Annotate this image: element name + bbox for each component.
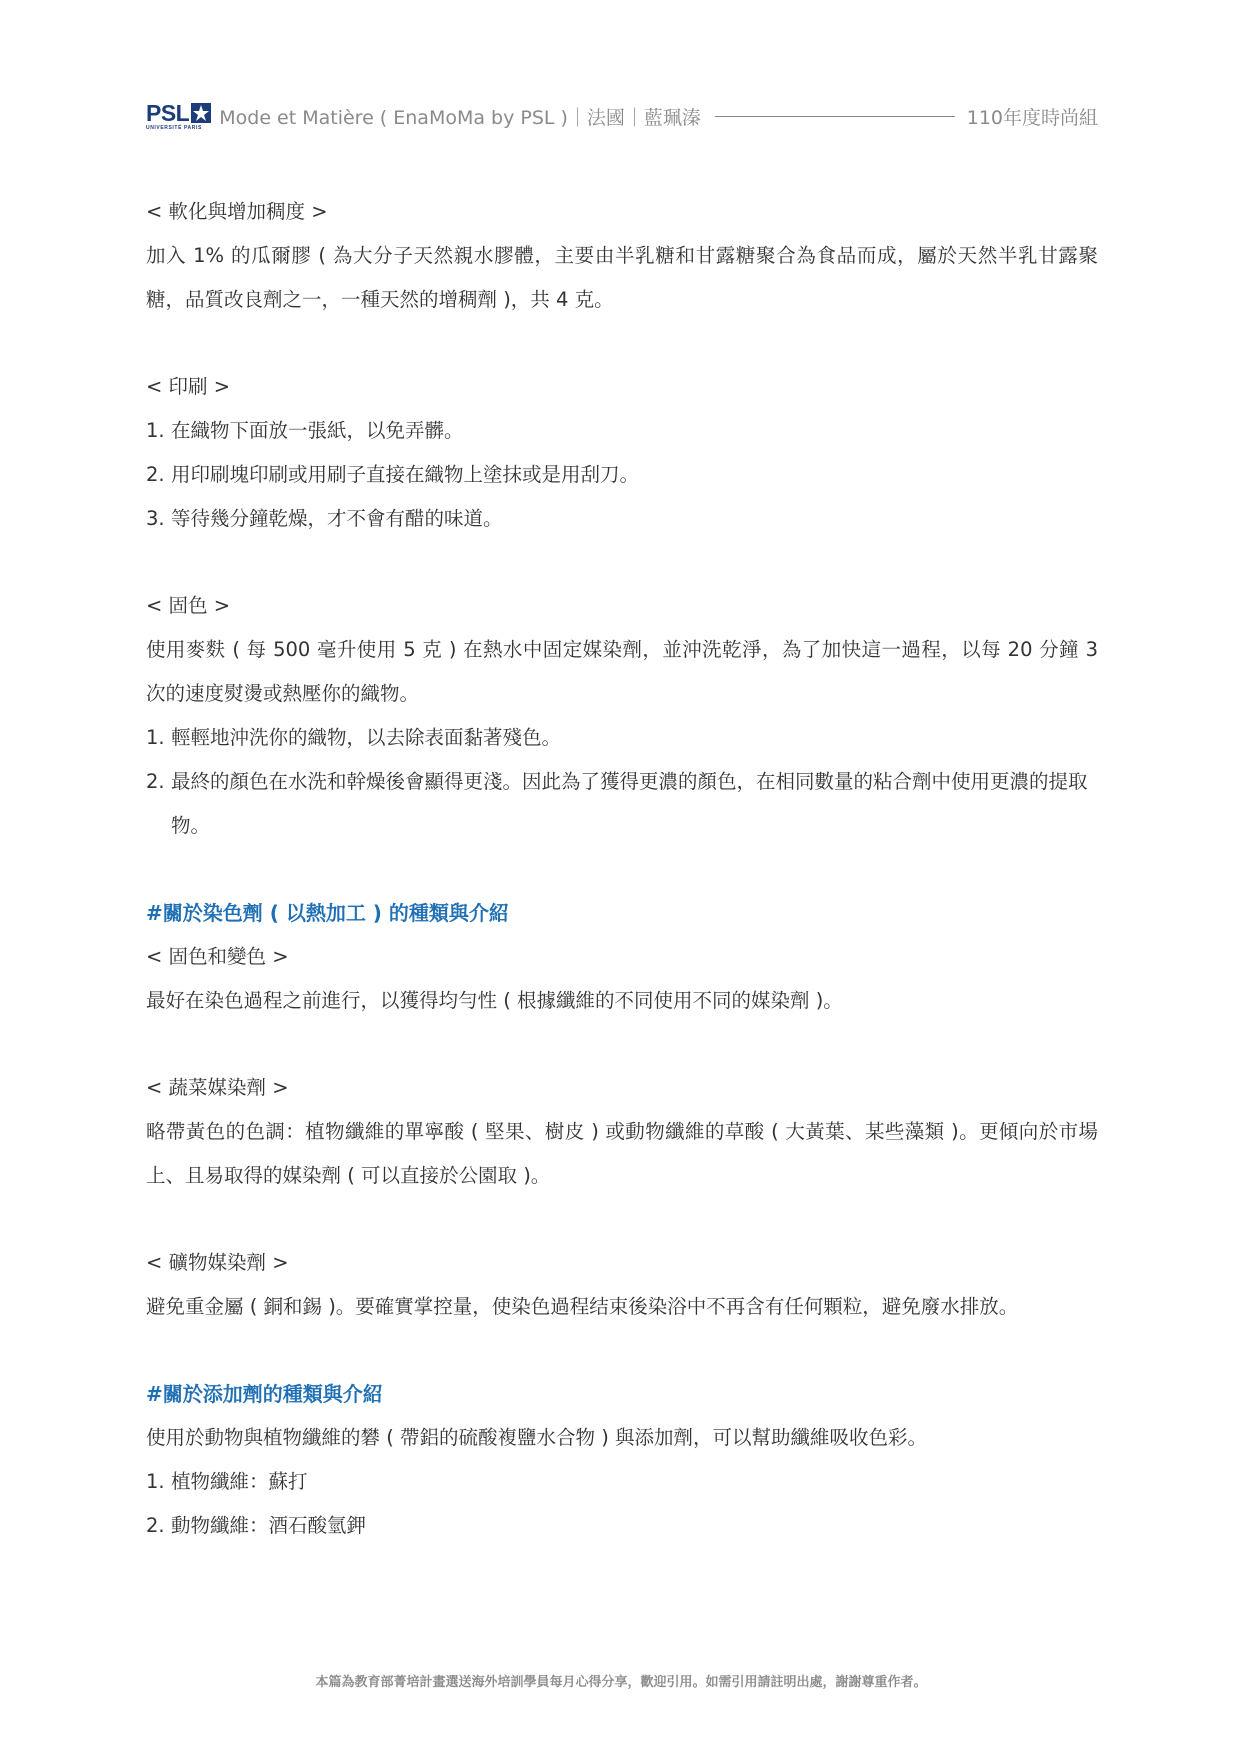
section-heading-mineral-mordant: < 礦物媒染劑 > bbox=[146, 1251, 289, 1274]
list-item: 1. 在織物下面放一張紙，以免弄髒。 bbox=[146, 419, 464, 442]
heading-dye-types: #關於染色劑 ( 以熱加工 ) 的種類與介紹 bbox=[146, 901, 509, 925]
paragraph-fixing: 使用麥麩 ( 每 500 毫升使用 5 克 ) 在熱水中固定媒染劑，並沖洗乾淨，為了加快這一過程，以每 20 分鐘 3 次的速度熨燙或熱壓你的織物。 bbox=[146, 638, 1098, 705]
section-heading-vegetable-mordant: < 蔬菜媒染劑 > bbox=[146, 1076, 289, 1099]
list-item: 2. 動物纖維：酒石酸氫鉀 bbox=[146, 1514, 367, 1537]
list-item: 3. 等待幾分鐘乾燥，才不會有醋的味道。 bbox=[146, 507, 503, 530]
logo-text: PSL bbox=[146, 99, 190, 126]
heading-additive-types: #關於添加劑的種類與介紹 bbox=[146, 1382, 383, 1406]
list-item: 1. 植物纖維：蘇打 bbox=[146, 1470, 308, 1493]
header-title: Mode et Matière ( EnaMoMa by PSL )｜法國｜藍珮溱 bbox=[219, 106, 701, 129]
page-footer: 本篇為教育部菁培計畫選送海外培訓學員每月心得分享，歡迎引用。如需引用請註明出處，謝謝尊重作者。 bbox=[315, 1675, 927, 1690]
paragraph-softening: 加入 1% 的瓜爾膠 ( 為大分子天然親水膠體，主要由半乳糖和甘露糖聚合為食品而成，屬於天然半乳甘露聚糖，品質改良劑之一，一種天然的增稠劑 )，共 4 克。 bbox=[146, 244, 1098, 311]
paragraph-mineral-mordant: 避免重金屬 ( 銅和錫 )。要確實掌控量，使染色過程结束後染浴中不再含有任何顆粒，避免廢水排放。 bbox=[146, 1295, 1019, 1318]
logo-subtext: UNIVERSITÉ PARIS bbox=[146, 124, 202, 131]
list-item: 2. 最終的顏色在水洗和幹燥後會顯得更淺。因此為了獲得更濃的顏色，在相同數量的粘合劑中使用更濃的提取物。 bbox=[146, 770, 1088, 837]
section-heading-fixing: < 固色 > bbox=[146, 594, 231, 617]
list-item: 2. 用印刷塊印刷或用刷子直接在織物上塗抹或是用刮刀。 bbox=[146, 463, 640, 486]
paragraph-vegetable-mordant: 略帶黃色的色調：植物纖維的單寧酸 ( 堅果、樹皮 ) 或動物纖維的草酸 ( 大黃葉、某些藻類 )。更傾向於市場上、且易取得的媒染劑 ( 可以直接於公園取 )。 bbox=[146, 1120, 1098, 1187]
list-item: 1. 輕輕地沖洗你的織物，以去除表面黏著殘色。 bbox=[146, 726, 562, 749]
paragraph-fix-change: 最好在染色過程之前進行，以獲得均勻性 ( 根據纖維的不同使用不同的媒染劑 )。 bbox=[146, 989, 843, 1012]
header-category: 110年度時尚組 bbox=[966, 106, 1098, 129]
section-heading-fix-change: < 固色和變色 > bbox=[146, 945, 289, 968]
psl-logo bbox=[146, 99, 211, 131]
paragraph-additives: 使用於動物與植物纖維的礬 ( 帶鋁的硫酸複鹽水合物 ) 與添加劑，可以幫助纖維吸收色彩。 bbox=[146, 1426, 928, 1449]
section-heading-printing: < 印刷 > bbox=[146, 375, 231, 398]
header-divider bbox=[715, 116, 955, 117]
section-heading-softening: < 軟化與增加稠度 > bbox=[146, 200, 328, 223]
document-body bbox=[146, 190, 1098, 1548]
star-logo-icon bbox=[191, 103, 211, 123]
page-header bbox=[146, 101, 1098, 131]
